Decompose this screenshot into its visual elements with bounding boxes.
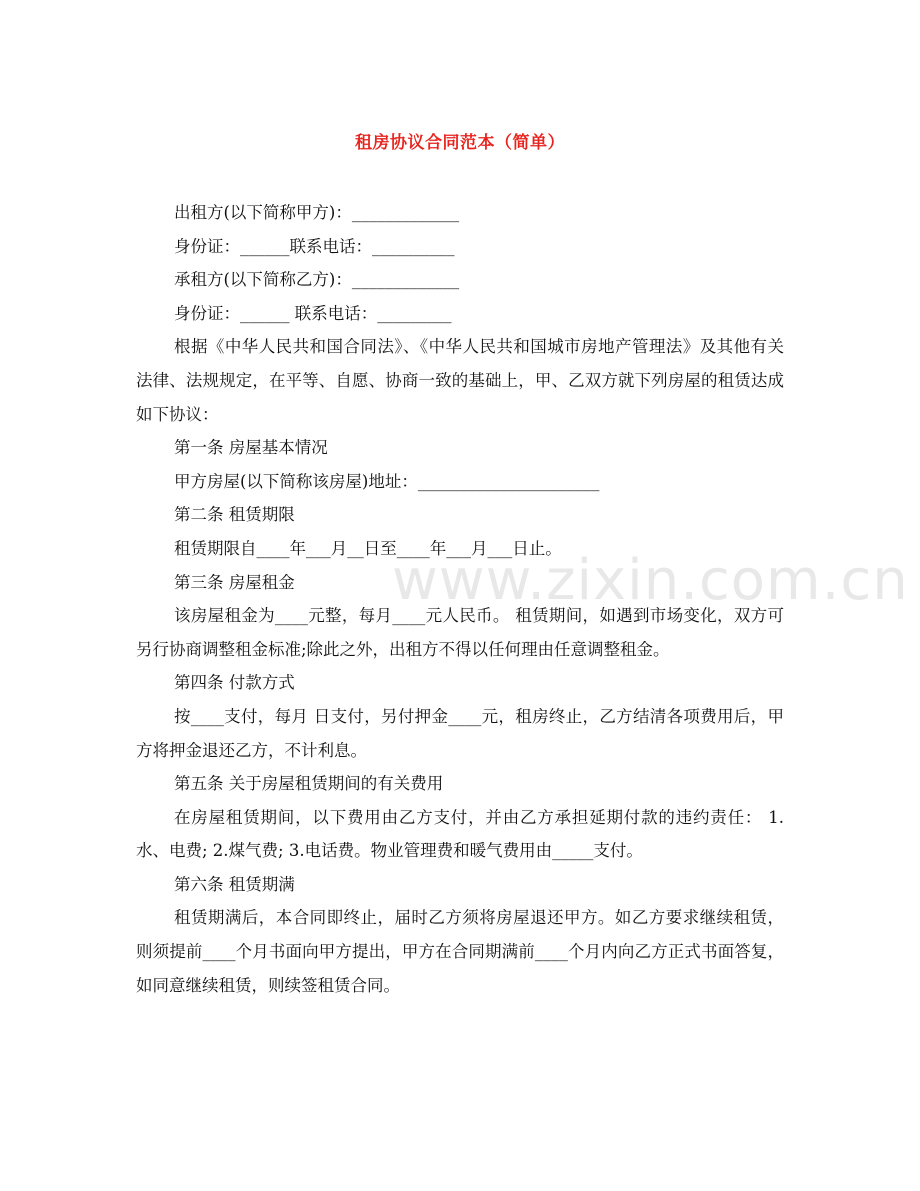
- lessor-line: 出租方(以下简称甲方)：_____________: [174, 203, 460, 222]
- article-1-address: 甲方房屋(以下简称该房屋)地址：______________________: [174, 471, 600, 491]
- article-5-fees: 在房屋租赁期间，以下费用由乙方支付，并由乙方承担延期付款的违约责任： 1.水、电费; 2.煤气费; 3.电话费。物业管理费和暖气费用由_____支付。: [136, 807, 784, 861]
- watermark-text: www.zixin.com.cn: [392, 548, 909, 613]
- article-3-rent: 该房屋租金为____元整，每月____元人民币。 租赁期间，如遇到市场变化，双方可另行协商调整租金标准;除此之外，出租方不得以任何理由任意调整租金。: [136, 606, 784, 659]
- article-2-heading: 第二条 租赁期限: [174, 505, 295, 525]
- article-2-term: 租赁期限自____年___月__日至____年___月___日止。: [174, 538, 562, 558]
- article-4-heading: 第四条 付款方式: [174, 673, 295, 693]
- article-6-expiry: 租赁期满后，本合同即终止，届时乙方须将房屋退还甲方。如乙方要求继续租赁，则须提前____个月书面向甲方提出，甲方在合同期满前____个月内向乙方正式书面答复，如同意继续租赁，则续签租赁合同。: [136, 908, 784, 995]
- document-title: 租房协议合同范本（简单）: [355, 133, 565, 153]
- lessee-line: 承租方(以下简称乙方)：_____________: [174, 270, 460, 290]
- article-1-heading: 第一条 房屋基本情况: [174, 438, 328, 458]
- document-body: [136, 196, 784, 1002]
- article-5-heading: 第五条 关于房屋租赁期间的有关费用: [174, 774, 444, 794]
- article-4-payment: 按____支付，每月 日支付，另付押金____元，租房终止，乙方结清各项费用后，甲方将押金退还乙方，不计利息。: [136, 706, 784, 760]
- article-6-heading: 第六条 租赁期满: [174, 874, 295, 894]
- preamble-paragraph: 根据《中华人民共和国合同法》、《中华人民共和国城市房地产管理法》及其他有关法律、法规规定，在平等、自愿、协商一致的基础上，甲、乙双方就下列房屋的租赁达成如下协议：: [136, 337, 784, 424]
- lessor-id-phone-line: 身份证：______联系电话：__________: [174, 236, 455, 256]
- lessee-id-phone-line: 身份证：______ 联系电话：_________: [174, 303, 452, 323]
- article-3-heading: 第三条 房屋租金: [174, 572, 295, 592]
